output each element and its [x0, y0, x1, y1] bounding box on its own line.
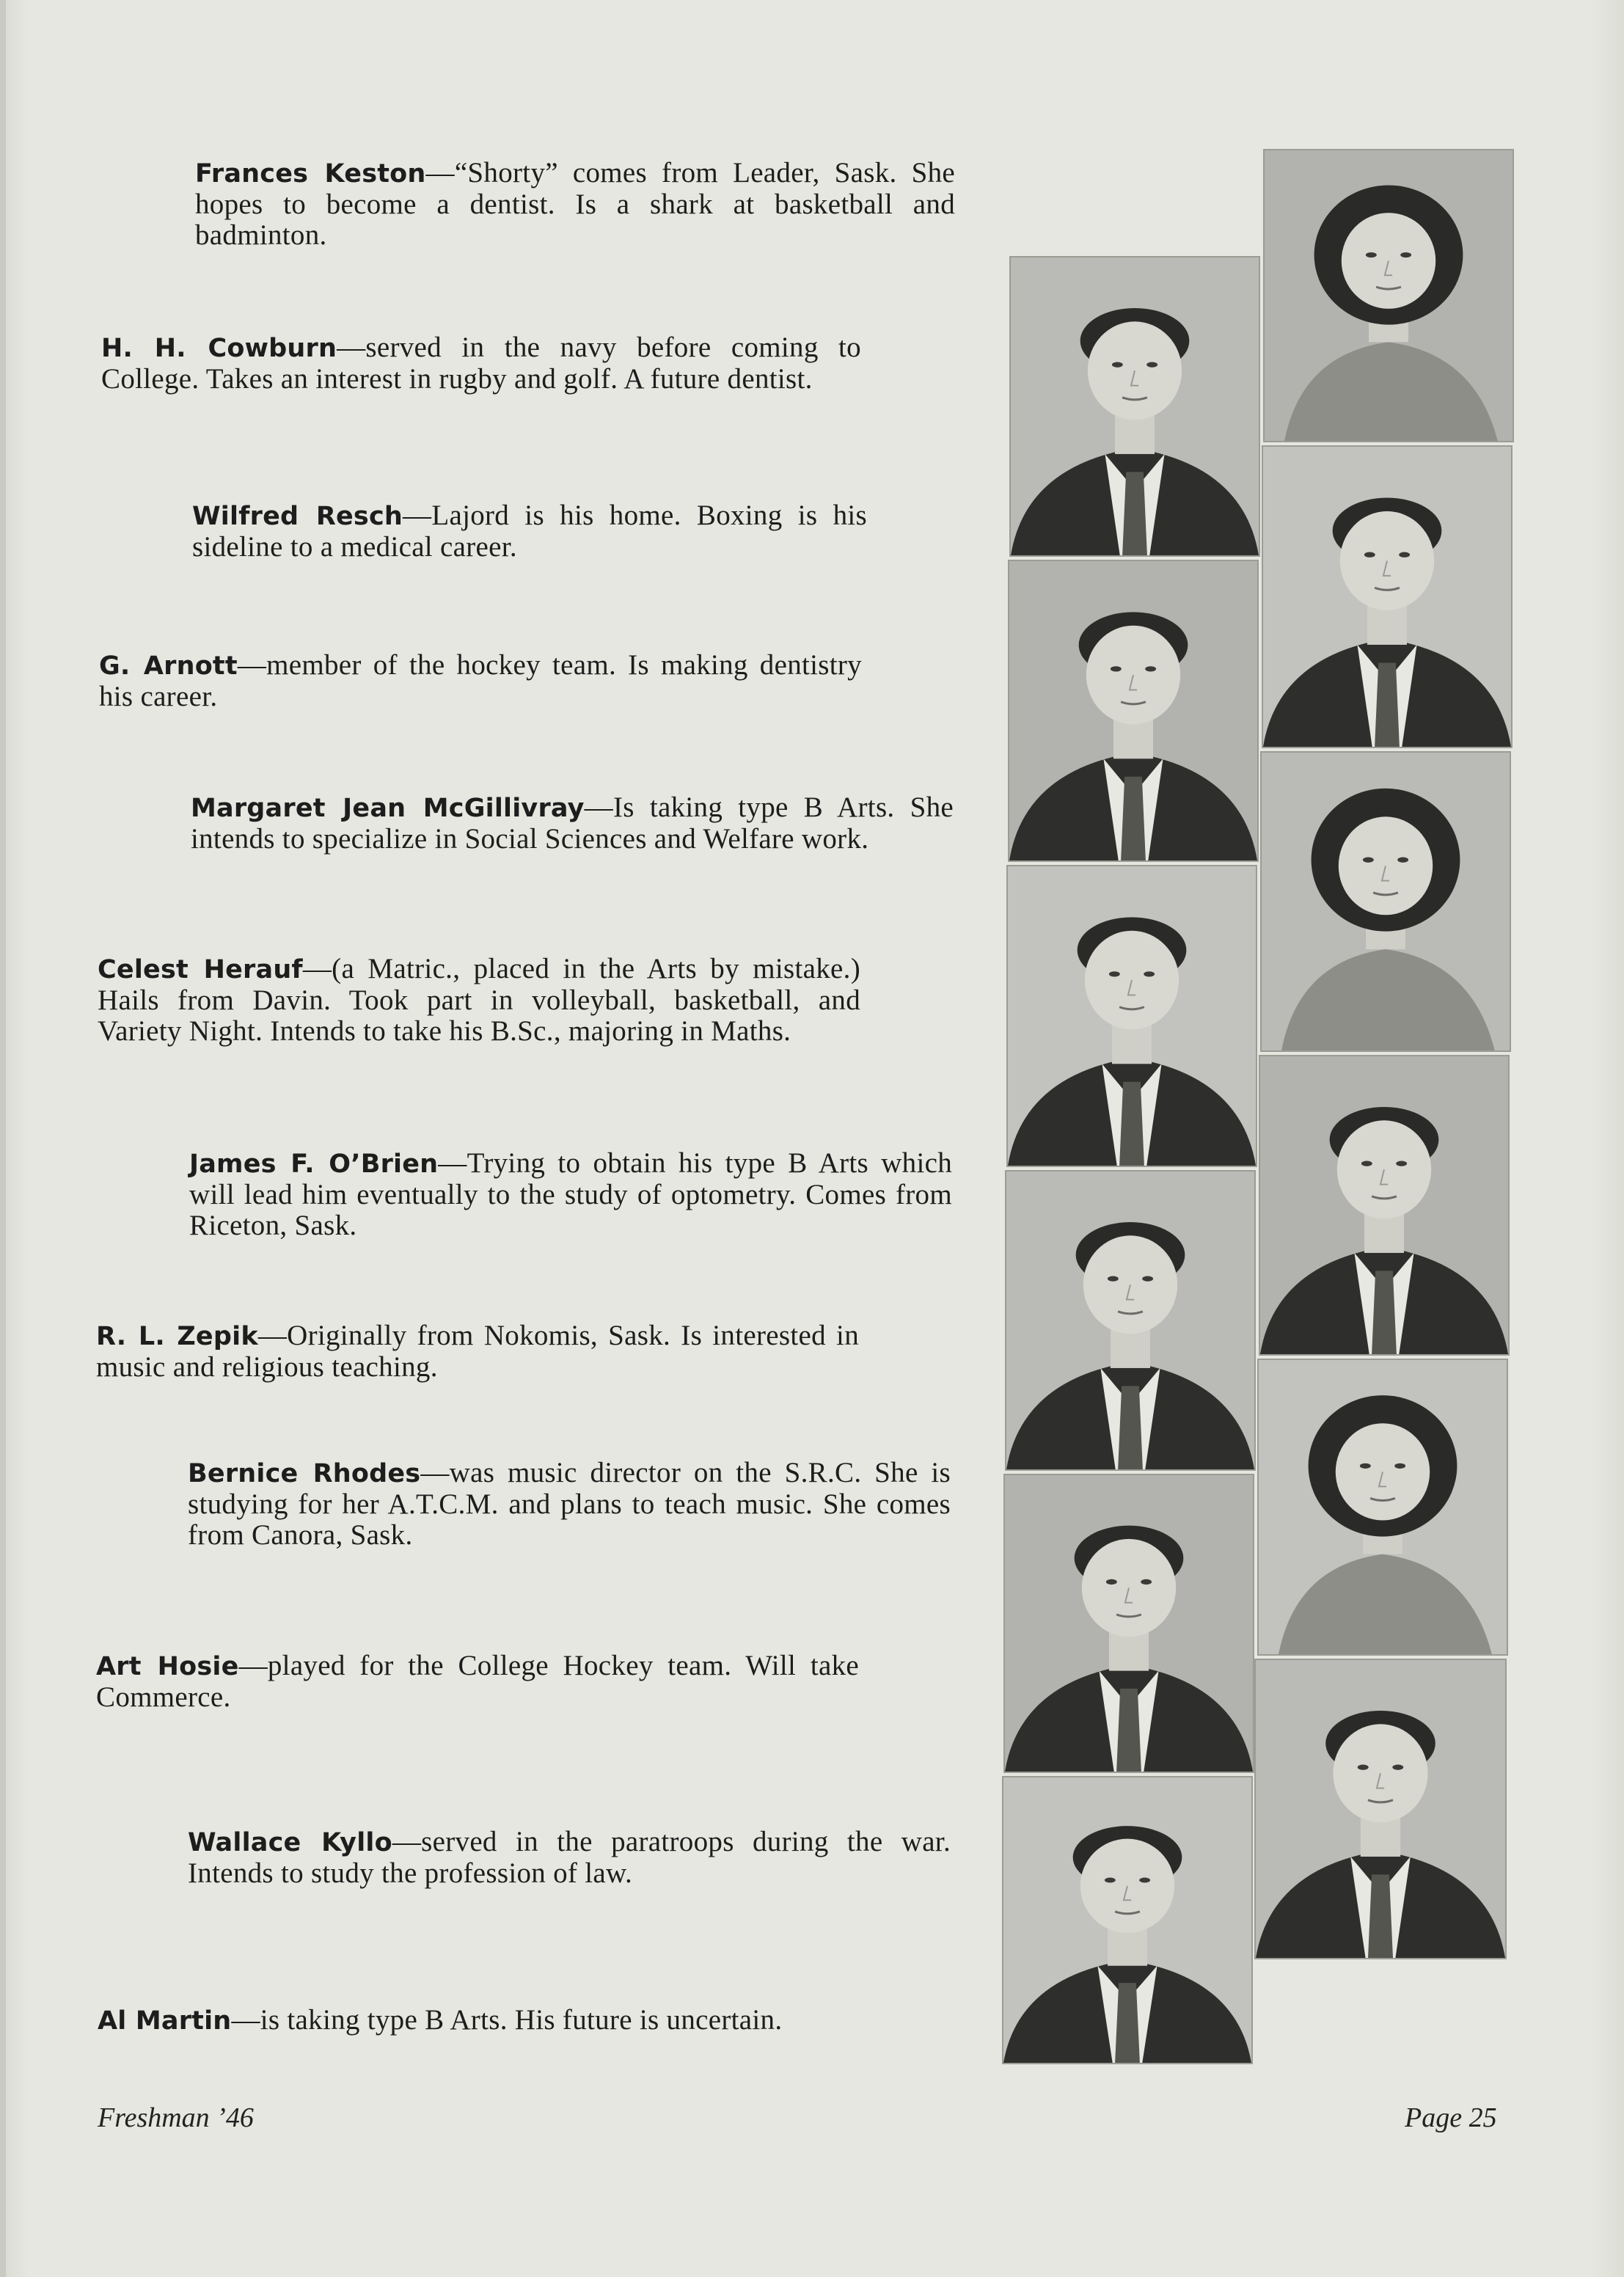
eye-shape: [1106, 1579, 1117, 1585]
portrait-photo: [1262, 445, 1513, 748]
portrait-photo: [1008, 560, 1259, 862]
entry-text: —Originally from Nokomis, Sask. Is interested in music and religious teaching.: [96, 1320, 859, 1383]
necktie-shape: [1368, 1874, 1393, 1958]
entry-text: —is taking type B Arts. His future is uncertain.: [231, 2004, 783, 2036]
entry-text: —was music director on the S.R.C. She is studying for her A.T.C.M. and plans to teach music. She comes from Canora, Sask.: [188, 1457, 951, 1551]
entry-text: —“Shorty” comes from Leader, Sask. She hopes to become a dentist. Is a shark at basketball and badminton.: [195, 157, 955, 251]
eye-shape: [1394, 1463, 1405, 1469]
eye-shape: [1112, 362, 1123, 368]
portrait-drawing: [1262, 753, 1510, 1050]
entry-text: —Lajord is his home. Boxing is his sideline to a medical career.: [192, 500, 867, 563]
entry-text: —played for the College Hockey team. Will take Commerce.: [96, 1650, 859, 1713]
eye-shape: [1139, 1878, 1150, 1883]
portrait-drawing: [1003, 1777, 1251, 2063]
entry-frances-keston: [195, 158, 955, 251]
eye-shape: [1142, 1276, 1153, 1282]
eye-shape: [1399, 552, 1410, 558]
necktie-shape: [1118, 1386, 1143, 1469]
entry-name: Wallace Kyllo: [188, 1828, 392, 1857]
entry-wallace-kyllo: [188, 1827, 951, 1889]
eye-shape: [1400, 252, 1411, 257]
entry-art-hosie: [96, 1651, 859, 1713]
eye-shape: [1396, 1161, 1407, 1166]
entry-name: Celest Herauf: [98, 955, 303, 984]
eye-shape: [1146, 362, 1157, 368]
portrait-photo: [1254, 1659, 1507, 1959]
entry-g-arnott: [99, 650, 862, 712]
footer-left: Freshman ’46: [98, 2102, 254, 2133]
entry-text: —served in the paratroops during the war. Intends to study the profession of law.: [188, 1826, 951, 1889]
portrait-photo: [1259, 1055, 1510, 1356]
necktie-shape: [1121, 777, 1146, 860]
entry-text: —served in the navy before coming to College. Takes an interest in rugby and golf. A future dentist.: [101, 332, 861, 395]
entry-text: —member of the hockey team. Is making dentistry his career.: [99, 649, 862, 712]
entry-wilfred-resch: [192, 500, 867, 563]
portrait-photo: [1009, 256, 1260, 557]
entry-name: G. Arnott: [99, 651, 238, 681]
portrait-drawing: [1263, 447, 1511, 747]
entry-text: —(a Matric., placed in the Arts by mistake.) Hails from Davin. Took part in volleyball, basketball, and Variety Night. Intends to take his B.Sc., majoring in Maths.: [98, 953, 860, 1047]
necktie-shape: [1116, 1689, 1141, 1772]
eye-shape: [1111, 666, 1122, 671]
entry-bernice-rhodes: [188, 1458, 951, 1551]
eye-shape: [1361, 1161, 1372, 1166]
entry-name: Bernice Rhodes: [188, 1459, 421, 1488]
portrait-drawing: [1260, 1056, 1508, 1354]
footer-right: Page 25: [1405, 2102, 1497, 2133]
eye-shape: [1363, 858, 1374, 863]
eye-shape: [1105, 1878, 1116, 1883]
necktie-shape: [1119, 1082, 1144, 1166]
entry-name: Wilfred Resch: [192, 502, 403, 531]
eye-shape: [1392, 1765, 1403, 1770]
portrait-photo: [1005, 1170, 1256, 1471]
entry-name: Margaret Jean McGillivray: [191, 794, 585, 823]
eye-shape: [1108, 1276, 1119, 1282]
eye-shape: [1397, 858, 1408, 863]
portrait-photo: [1003, 1474, 1254, 1773]
portrait-photo: [1002, 1776, 1253, 2064]
portrait-drawing: [1009, 561, 1257, 860]
entry-name: James F. O’Brien: [189, 1150, 439, 1179]
entry-name: Art Hosie: [96, 1652, 239, 1681]
entry-name: R. L. Zepik: [96, 1322, 258, 1351]
portrait-photo: [1006, 865, 1257, 1167]
entry-celest-herauf: [98, 954, 860, 1047]
entry-text: —Is taking type B Arts. She intends to specialize in Social Sciences and Welfare work.: [191, 792, 954, 855]
entry-name: Frances Keston: [195, 159, 426, 189]
necktie-shape: [1372, 1271, 1397, 1354]
entry-name: H. H. Cowburn: [101, 334, 337, 363]
portrait-drawing: [1008, 866, 1256, 1166]
entry-text: —Trying to obtain his type B Arts which will lead him eventually to the study of optometry. Comes from Riceton, Sask.: [189, 1147, 952, 1241]
portrait-drawing: [1256, 1660, 1505, 1958]
portrait-drawing: [1265, 150, 1513, 441]
portrait-photo: [1260, 751, 1511, 1052]
entry-al-martin: [98, 2005, 904, 2036]
entry-r-l-zepik: [96, 1320, 859, 1383]
portrait-photo: [1263, 149, 1514, 442]
entry-margaret-jean-mcgillivray: [191, 792, 954, 855]
eye-shape: [1360, 1463, 1371, 1469]
portrait-photo: [1257, 1359, 1508, 1656]
face-shape: [1086, 626, 1180, 725]
eye-shape: [1144, 971, 1155, 976]
necktie-shape: [1115, 1983, 1140, 2063]
portrait-drawing: [1005, 1475, 1253, 1772]
portrait-drawing: [1259, 1360, 1507, 1654]
eye-shape: [1364, 552, 1375, 558]
eye-shape: [1145, 666, 1156, 671]
entry-james-f-obrien: [189, 1148, 952, 1241]
page-spine-edge: [0, 0, 6, 2277]
portrait-drawing: [1006, 1172, 1254, 1469]
eye-shape: [1358, 1765, 1369, 1770]
necktie-shape: [1375, 662, 1400, 747]
necktie-shape: [1122, 472, 1147, 555]
entry-h-h-cowburn: [101, 332, 861, 395]
face-shape: [1336, 1423, 1430, 1520]
eye-shape: [1141, 1579, 1152, 1585]
portrait-drawing: [1011, 257, 1259, 555]
entry-name: Al Martin: [98, 2006, 232, 2036]
eye-shape: [1366, 252, 1377, 257]
face-shape: [1080, 1839, 1174, 1933]
eye-shape: [1109, 971, 1120, 976]
